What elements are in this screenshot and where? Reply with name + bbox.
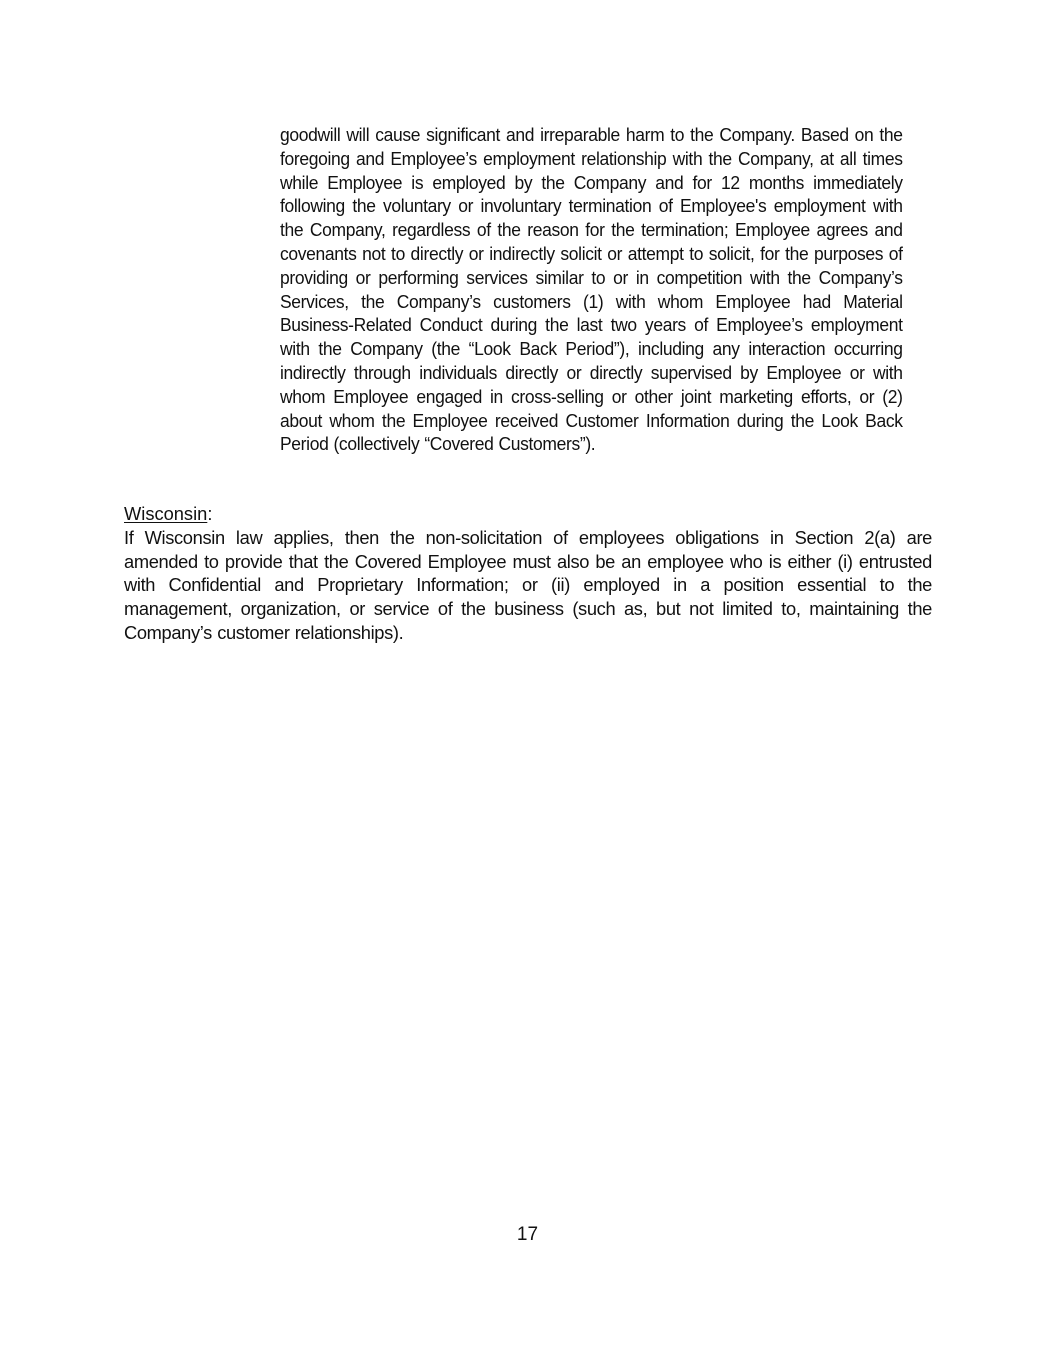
section-heading (124, 502, 932, 526)
section-body: If Wisconsin law applies, then the non-solicitation of employees obligations in Section 2(a) are amended to provide that the Covered Employee must also be an employee who is either (i) entrusted with Confidential and Proprietary Information; or (ii) employed in a position essential to the management, organization, or service of the business (such as, but not limited to, maintaining the Company’s customer relationships). (124, 526, 932, 643)
page-number: 17 (516, 1224, 539, 1245)
indented-paragraph-block (280, 123, 903, 456)
paragraph-continuation: goodwill will cause significant and irreparable harm to the Company. Based on the foregoing and Employee’s employment relationship with the Company, at all times while Employee is employed by the Company and for 12 months immediately following the voluntary or involuntary termination of Employee's employment with the Company, regardless of the reason for the termination; Employee agrees and covenants not to directly or indirectly solicit or attempt to solicit, for the purposes of providing or performing services similar to or in competition with the Company’s Services, the Company’s customers (1) with whom Employee had Material Business-Related Conduct during the last two years of Employee’s employment with the Company (the “Look Back Period”), including any interaction occurring indirectly through individuals directly or directly supervised by Employee or with whom Employee engaged in cross-selling or other joint marketing efforts, or (2) about whom the Employee received Customer Information during the Look Back Period (collectively “Covered Customers”). (280, 124, 903, 455)
section-heading-suffix: : (207, 503, 213, 524)
wisconsin-section (124, 502, 932, 645)
section-heading-text: Wisconsin (124, 503, 208, 524)
